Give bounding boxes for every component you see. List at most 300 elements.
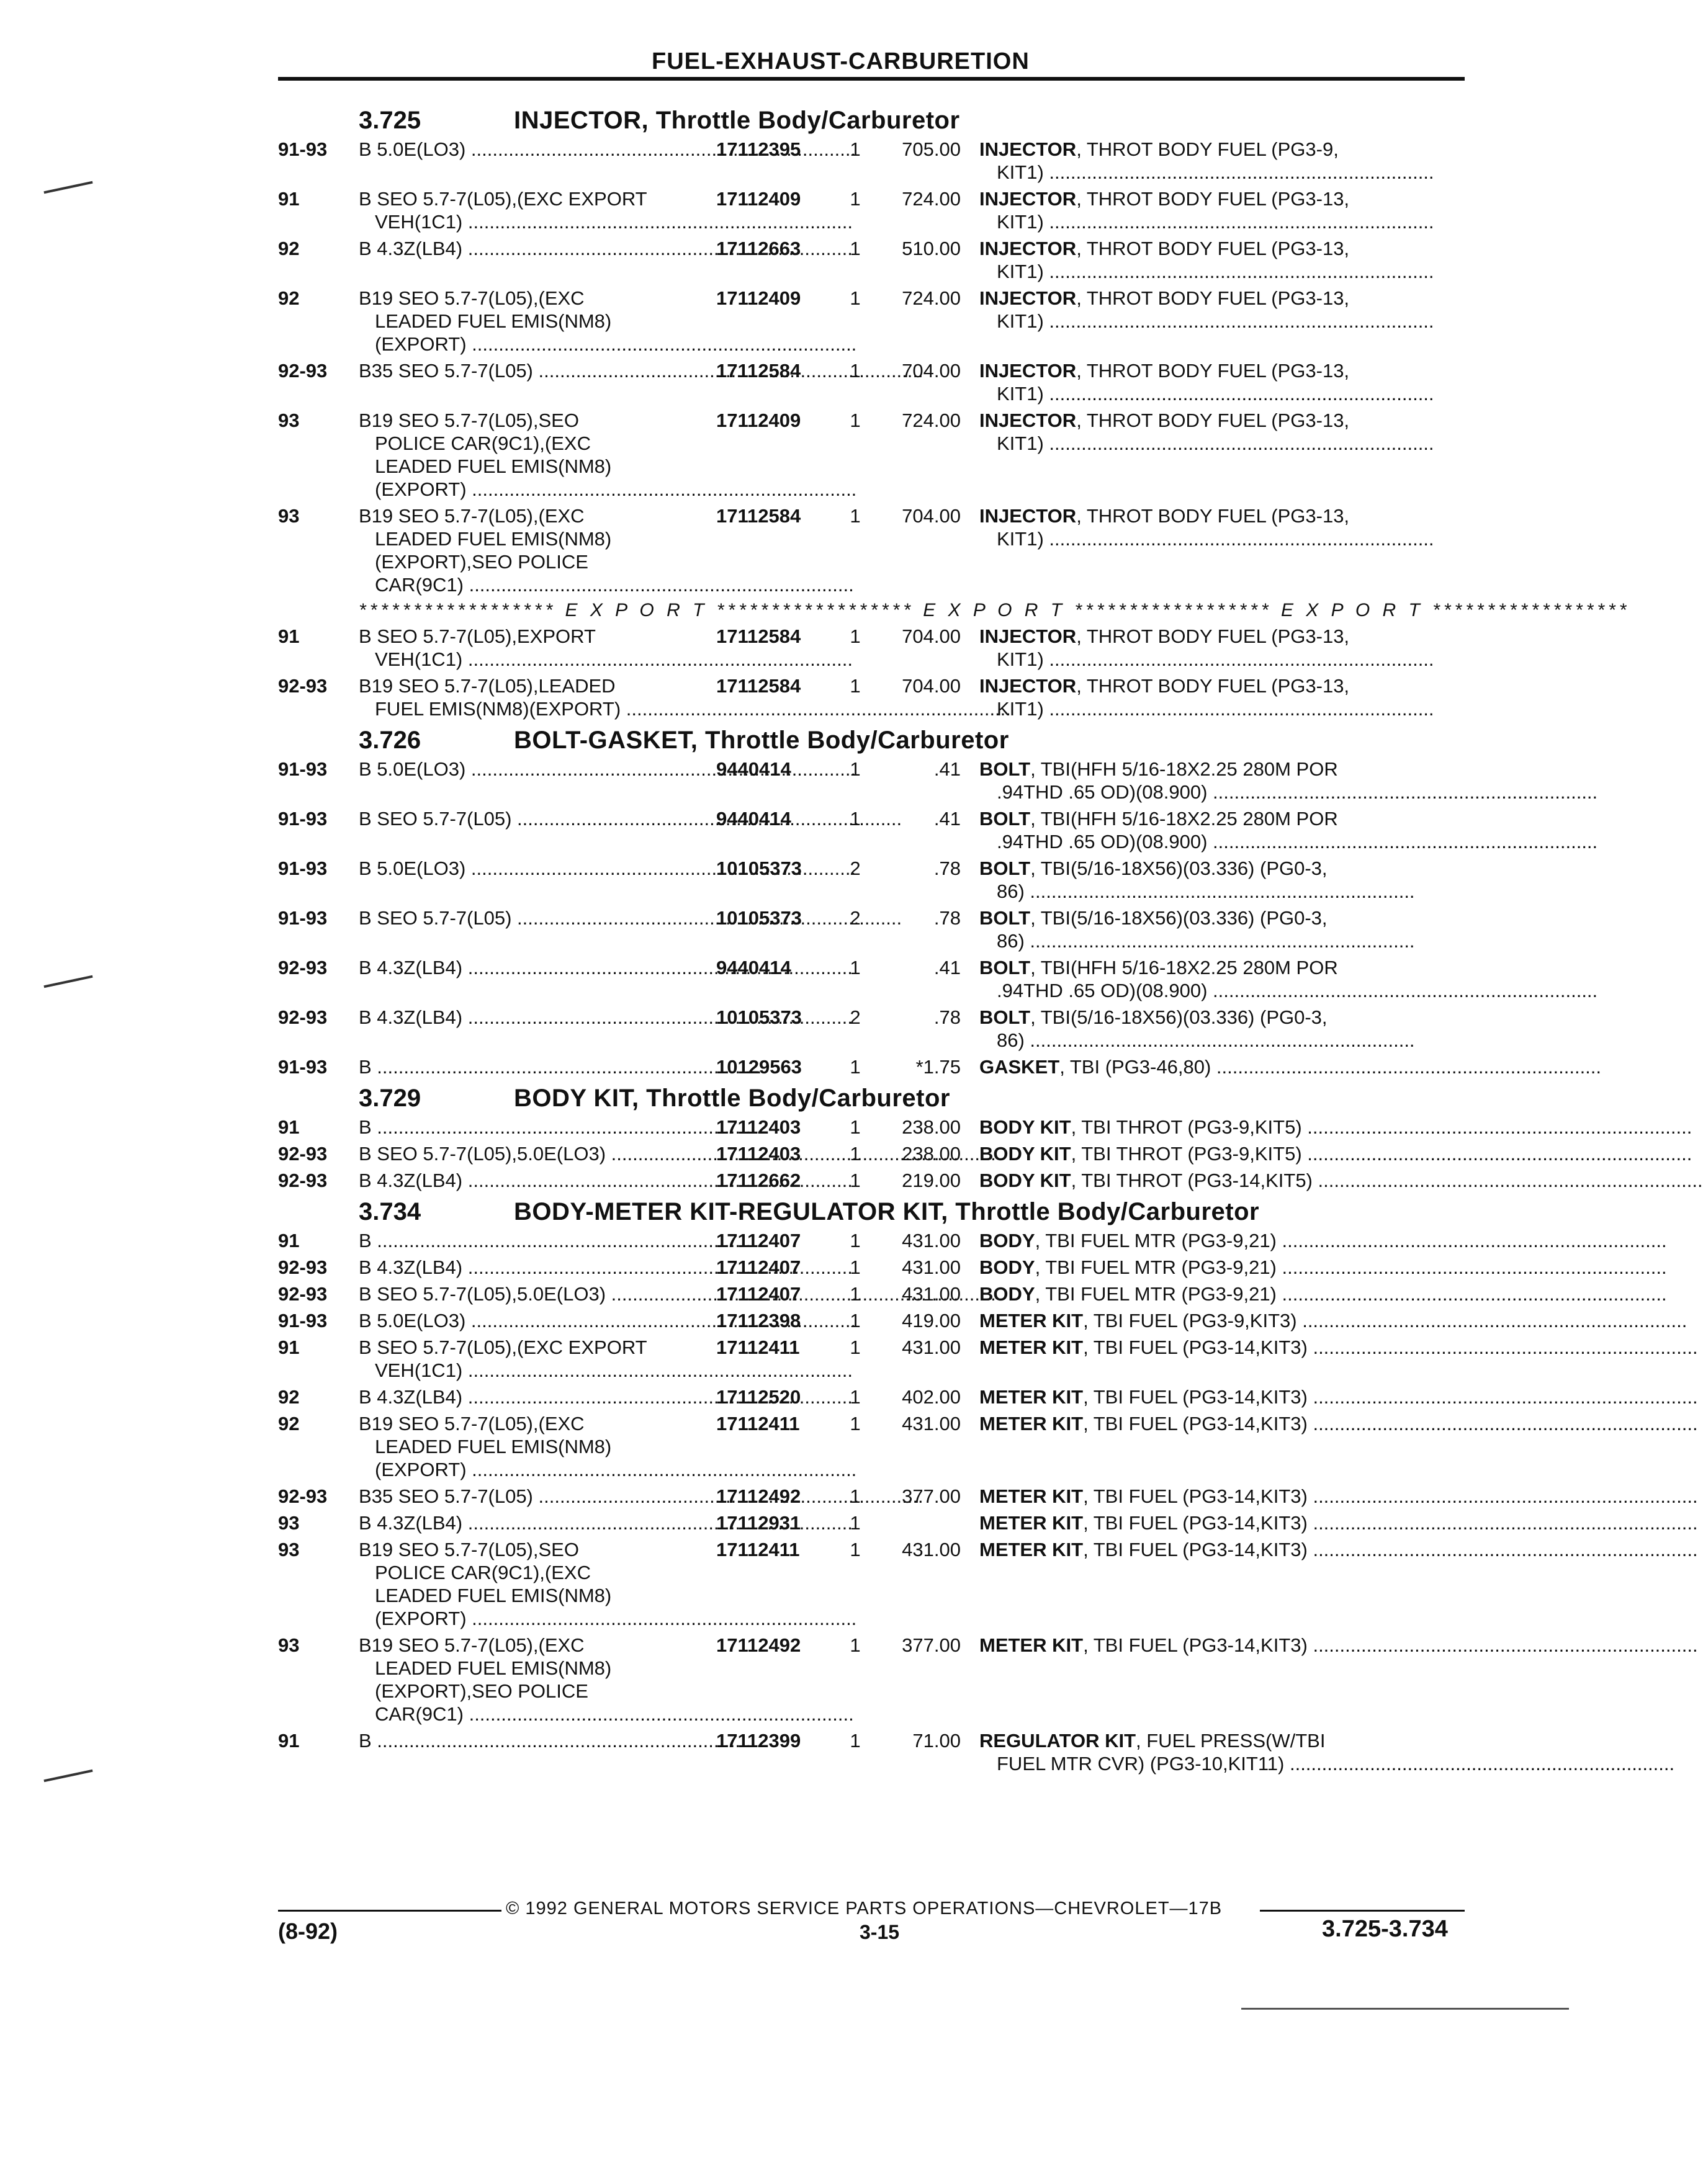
description-detail: , THROT BODY FUEL (PG3-13, — [1076, 625, 1350, 647]
description-name: INJECTOR — [979, 675, 1077, 697]
application-line: B19 SEO 5.7-7(L05),LEADED — [359, 675, 616, 697]
quantity: 2 — [850, 857, 861, 879]
price: 431.00 — [902, 1539, 961, 1560]
description-name: METER KIT — [979, 1485, 1084, 1507]
part-number: 17112492 — [716, 1485, 801, 1507]
application — [359, 504, 712, 596]
description-line — [979, 1116, 1465, 1139]
quantity: 1 — [850, 1283, 861, 1305]
description — [979, 807, 1465, 853]
application-line: B ..... — [359, 1229, 712, 1252]
description-line — [979, 287, 1465, 310]
application-line: CAR(9C1) ..... — [359, 573, 712, 596]
description — [979, 625, 1465, 671]
description-line — [979, 1385, 1465, 1408]
model-years: 91-93 — [278, 758, 328, 780]
application — [359, 758, 712, 803]
page-header: FUEL-EXHAUST-CARBURETION — [652, 48, 1030, 74]
description — [979, 1485, 1465, 1508]
part-number: 17112407 — [716, 1283, 801, 1305]
description-detail: , THROT BODY FUEL (PG3-13, — [1076, 360, 1350, 382]
quantity: 1 — [850, 360, 861, 382]
description — [979, 1256, 1465, 1279]
description-line — [979, 1729, 1465, 1752]
description-line — [979, 625, 1465, 648]
quantity: 1 — [850, 1512, 861, 1534]
application — [359, 359, 712, 405]
description-line — [979, 906, 1465, 929]
application — [359, 1538, 712, 1630]
section-heading — [278, 724, 1465, 756]
description — [979, 138, 1465, 184]
part-number: 10105373 — [716, 1006, 802, 1028]
description-continued: FUEL MTR CVR) (PG3-10,KIT11) ..... — [979, 1752, 1465, 1775]
application-line: B 4.3Z(LB4) ..... — [359, 237, 712, 260]
description-detail: , TBI(5/16-18X56)(03.336) (PG0-3, — [1030, 907, 1328, 929]
application — [359, 674, 712, 720]
application — [359, 1511, 712, 1534]
model-years: 91 — [278, 1230, 300, 1251]
model-years: 92 — [278, 238, 300, 259]
application-line: CAR(9C1) ..... — [359, 1703, 712, 1725]
description-line — [979, 1142, 1465, 1165]
application-line: VEH(1C1) ..... — [359, 648, 712, 671]
model-years: 92-93 — [278, 1006, 328, 1028]
part-number: 17112399 — [716, 1730, 801, 1752]
part-number: 17112411 — [716, 1336, 800, 1358]
application — [359, 956, 712, 1002]
model-years: 92-93 — [278, 957, 328, 978]
price: .78 — [933, 857, 961, 879]
description-name: INJECTOR — [979, 188, 1077, 210]
application-line: (EXPORT) ..... — [359, 1458, 712, 1481]
application-line: B 4.3Z(LB4) ..... — [359, 1385, 712, 1408]
price: 704.00 — [902, 625, 961, 647]
revision-date: (8-92) — [278, 1918, 338, 1944]
description-name: GASKET — [979, 1056, 1060, 1078]
model-years: 91-93 — [278, 907, 328, 929]
description-name: METER KIT — [979, 1310, 1084, 1331]
description-detail: , TBI THROT (PG3-9,KIT5) — [1071, 1143, 1302, 1165]
description-detail: , TBI THROT (PG3-9,KIT5) — [1071, 1116, 1302, 1138]
description-continued: .94THD .65 OD)(08.900) ..... — [979, 781, 1465, 803]
application-line: B 5.0E(LO3) ..... — [359, 758, 712, 781]
description-name: INJECTOR — [979, 360, 1077, 382]
description — [979, 1309, 1465, 1332]
quantity: 1 — [850, 1256, 861, 1278]
quantity: 1 — [850, 625, 861, 647]
copyright-line: © 1992 GENERAL MOTORS SERVICE PARTS OPERATIONS—CHEVROLET—17B — [506, 1899, 1223, 1918]
part-number: 17112409 — [716, 287, 801, 309]
description-line — [979, 1169, 1465, 1192]
section-number: 3.725 — [359, 106, 421, 134]
model-years: 91-93 — [278, 138, 328, 160]
description-detail: , TBI FUEL (PG3-14,KIT3) — [1083, 1336, 1308, 1358]
application — [359, 1309, 712, 1332]
part-number: 17112411 — [716, 1413, 800, 1434]
part-row — [278, 1729, 1465, 1775]
part-number: 17112403 — [716, 1143, 801, 1165]
part-row — [278, 1538, 1465, 1630]
quantity: 1 — [850, 287, 861, 309]
model-years: 91 — [278, 1730, 300, 1752]
part-row — [278, 1142, 1465, 1165]
section-number: 3.729 — [359, 1084, 421, 1112]
part-row — [278, 1169, 1465, 1192]
part-row — [278, 906, 1465, 952]
application-line: B SEO 5.7-7(L05),5.0E(LO3) ..... — [359, 1282, 712, 1305]
part-number: 17112407 — [716, 1256, 801, 1278]
price: 419.00 — [902, 1310, 961, 1331]
model-years: 92-93 — [278, 1485, 328, 1507]
quantity: 1 — [850, 1230, 861, 1251]
description-name: METER KIT — [979, 1539, 1084, 1560]
description-line — [979, 1309, 1465, 1332]
section-title: INJECTOR, Throttle Body/Carburetor — [514, 106, 960, 134]
description-name: BODY — [979, 1230, 1035, 1251]
description-line — [979, 1634, 1465, 1657]
application-line: LEADED FUEL EMIS(NM8) — [375, 1657, 612, 1679]
part-row — [278, 187, 1465, 233]
application-line: B 5.0E(LO3) ..... — [359, 138, 712, 161]
description-name: BOLT — [979, 1006, 1031, 1028]
description-name: METER KIT — [979, 1413, 1084, 1434]
description-detail: , TBI (PG3-46,80) — [1059, 1056, 1211, 1078]
description-line — [979, 187, 1465, 210]
quantity: 2 — [850, 1006, 861, 1028]
application-line: B 4.3Z(LB4) ..... — [359, 1256, 712, 1279]
description-detail: , TBI(HFH 5/16-18X2.25 280M POR — [1030, 758, 1338, 780]
model-years: 92-93 — [278, 675, 328, 697]
application-line: B19 SEO 5.7-7(L05),(EXC — [359, 1634, 585, 1656]
model-years: 92-93 — [278, 360, 328, 382]
quantity: 1 — [850, 957, 861, 978]
model-years: 93 — [278, 1539, 300, 1560]
description-name: BOLT — [979, 907, 1031, 929]
application-line: B19 SEO 5.7-7(L05),(EXC — [359, 1413, 585, 1434]
part-row — [278, 359, 1465, 405]
quantity: 1 — [850, 758, 861, 780]
description — [979, 1511, 1465, 1534]
application-line: B ..... — [359, 1729, 712, 1752]
model-years: 93 — [278, 1634, 300, 1656]
description-line — [979, 1538, 1465, 1561]
description-line — [979, 1006, 1465, 1029]
quantity: 1 — [850, 1336, 861, 1358]
description-line — [979, 1055, 1465, 1078]
description-continued: KIT1) ..... — [979, 382, 1465, 405]
part-number: 10105373 — [716, 857, 802, 879]
price: 431.00 — [902, 1230, 961, 1251]
description — [979, 1142, 1465, 1165]
application-line: B19 SEO 5.7-7(L05),(EXC — [359, 505, 585, 527]
application — [359, 1336, 712, 1382]
application-line: VEH(1C1) ..... — [359, 210, 712, 233]
description — [979, 1282, 1465, 1305]
application-line: (EXPORT) ..... — [359, 333, 712, 356]
price: .41 — [933, 957, 961, 978]
application-line: B 4.3Z(LB4) ..... — [359, 1006, 712, 1029]
description-line — [979, 359, 1465, 382]
part-number: 17112407 — [716, 1230, 801, 1251]
part-row — [278, 1256, 1465, 1279]
application — [359, 287, 712, 356]
part-number: 9440414 — [716, 808, 791, 830]
description — [979, 237, 1465, 283]
description-detail: , TBI FUEL (PG3-14,KIT3) — [1083, 1413, 1308, 1434]
description-name: METER KIT — [979, 1512, 1084, 1534]
description-continued: 86) ..... — [979, 880, 1465, 903]
model-years: 92-93 — [278, 1283, 328, 1305]
description-continued: 86) ..... — [979, 929, 1465, 952]
punch-mark — [43, 181, 92, 194]
price: 705.00 — [902, 138, 961, 160]
description-line — [979, 138, 1465, 161]
description-detail: , TBI FUEL (PG3-9,KIT3) — [1083, 1310, 1297, 1331]
description-name: BOLT — [979, 957, 1031, 978]
description — [979, 287, 1465, 356]
price: .78 — [933, 907, 961, 929]
application-line: LEADED FUEL EMIS(NM8) — [375, 528, 612, 550]
part-row — [278, 674, 1465, 720]
description-detail: , TBI FUEL (PG3-14,KIT3) — [1083, 1386, 1308, 1408]
quantity: 1 — [850, 1056, 861, 1078]
application-line: LEADED FUEL EMIS(NM8) — [375, 310, 612, 332]
application — [359, 1385, 712, 1408]
description-line — [979, 409, 1465, 432]
application — [359, 1229, 712, 1252]
part-row — [278, 758, 1465, 803]
application-line: B ..... — [359, 1116, 712, 1139]
description-detail: , TBI FUEL (PG3-14,KIT3) — [1083, 1512, 1308, 1534]
price: 431.00 — [902, 1336, 961, 1358]
application-line: B SEO 5.7-7(L05),(EXC EXPORT — [359, 1336, 647, 1358]
price: 377.00 — [902, 1485, 961, 1507]
part-number: 10129563 — [716, 1056, 802, 1078]
part-row — [278, 1229, 1465, 1252]
description-line — [979, 237, 1465, 260]
application-line: LEADED FUEL EMIS(NM8) — [375, 1436, 612, 1457]
description-name: INJECTOR — [979, 505, 1077, 527]
application-line: B 4.3Z(LB4) ..... — [359, 1169, 712, 1192]
price: 402.00 — [902, 1386, 961, 1408]
part-number: 17112662 — [716, 1170, 801, 1191]
part-row — [278, 287, 1465, 356]
application-line: POLICE CAR(9C1),(EXC — [375, 432, 591, 454]
description-continued: KIT1) ..... — [979, 210, 1465, 233]
description — [979, 1006, 1465, 1052]
description-line — [979, 1282, 1465, 1305]
quantity: 2 — [850, 907, 861, 929]
page-number: 3-15 — [860, 1921, 900, 1943]
description-continued: .94THD .65 OD)(08.900) ..... — [979, 979, 1465, 1002]
section-range: 3.725-3.734 — [1322, 1916, 1448, 1942]
header-rule — [278, 77, 1465, 81]
description-name: BODY — [979, 1283, 1035, 1305]
application-line: (EXPORT) ..... — [359, 478, 712, 501]
part-row — [278, 1006, 1465, 1052]
model-years: 93 — [278, 1512, 300, 1534]
model-years: 91-93 — [278, 1310, 328, 1331]
part-row — [278, 625, 1465, 671]
description-detail: , TBI(HFH 5/16-18X2.25 280M POR — [1030, 957, 1338, 978]
description-detail: , TBI FUEL (PG3-14,KIT3) — [1083, 1634, 1308, 1656]
description-name: BODY — [979, 1256, 1035, 1278]
part-row — [278, 409, 1465, 501]
footer-rule-right — [1260, 1910, 1465, 1912]
part-row — [278, 956, 1465, 1002]
part-row — [278, 138, 1465, 184]
description-continued: KIT1) ..... — [979, 260, 1465, 283]
application-line: (EXPORT),SEO POLICE — [375, 551, 588, 573]
description-name: METER KIT — [979, 1336, 1084, 1358]
quantity: 1 — [850, 675, 861, 697]
application-line: LEADED FUEL EMIS(NM8) — [375, 455, 612, 477]
model-years: 92-93 — [278, 1170, 328, 1191]
model-years: 92 — [278, 287, 300, 309]
application-line: LEADED FUEL EMIS(NM8) — [375, 1585, 612, 1606]
part-number: 17112411 — [716, 1539, 800, 1560]
description-name: BODY KIT — [979, 1116, 1071, 1138]
price: 704.00 — [902, 360, 961, 382]
description-detail: , TBI(5/16-18X56)(03.336) (PG0-3, — [1030, 1006, 1328, 1028]
price: 704.00 — [902, 505, 961, 527]
footer-rule-left — [278, 1910, 501, 1912]
description-detail: , THROT BODY FUEL (PG3-13, — [1076, 675, 1350, 697]
description-name: BOLT — [979, 808, 1031, 830]
description-line — [979, 504, 1465, 527]
price: .41 — [933, 808, 961, 830]
application — [359, 409, 712, 501]
model-years: 91-93 — [278, 808, 328, 830]
price: 431.00 — [902, 1256, 961, 1278]
quantity: 1 — [850, 1310, 861, 1331]
description-line — [979, 956, 1465, 979]
application-line: B35 SEO 5.7-7(L05) ..... — [359, 1485, 712, 1508]
price: 238.00 — [902, 1116, 961, 1138]
application-line: B SEO 5.7-7(L05) ..... — [359, 807, 712, 830]
part-row — [278, 807, 1465, 853]
section-heading — [278, 104, 1465, 136]
price: 219.00 — [902, 1170, 961, 1191]
part-row — [278, 1309, 1465, 1332]
description-detail: , THROT BODY FUEL (PG3-13, — [1076, 505, 1350, 527]
part-number: 17112584 — [716, 360, 801, 382]
part-row — [278, 1485, 1465, 1508]
model-years: 92-93 — [278, 1256, 328, 1278]
description — [979, 758, 1465, 803]
description-continued: 86) ..... — [979, 1029, 1465, 1052]
description — [979, 857, 1465, 903]
model-years: 91 — [278, 188, 300, 210]
description-detail: , TBI FUEL MTR (PG3-9,21) — [1035, 1230, 1277, 1251]
part-number: 17112398 — [716, 1310, 801, 1331]
description — [979, 1729, 1465, 1775]
description-name: METER KIT — [979, 1634, 1084, 1656]
price: 724.00 — [902, 287, 961, 309]
description-detail: , TBI THROT (PG3-14,KIT5) — [1071, 1170, 1313, 1191]
application — [359, 906, 712, 952]
application — [359, 1006, 712, 1052]
section-title: BOLT-GASKET, Throttle Body/Carburetor — [514, 726, 1009, 754]
application-line: B19 SEO 5.7-7(L05),SEO — [359, 410, 579, 431]
section-title: BODY-METER KIT-REGULATOR KIT, Throttle Body/Carburetor — [514, 1197, 1260, 1225]
description — [979, 1336, 1465, 1382]
application-line: B SEO 5.7-7(L05),(EXC EXPORT — [359, 188, 647, 210]
part-number: 9440414 — [716, 957, 791, 978]
description-line — [979, 857, 1465, 880]
description — [979, 1538, 1465, 1630]
quantity: 1 — [850, 238, 861, 259]
part-row — [278, 1634, 1465, 1725]
application-line: VEH(1C1) ..... — [359, 1359, 712, 1382]
description — [979, 674, 1465, 720]
price: 704.00 — [902, 675, 961, 697]
description — [979, 1116, 1465, 1139]
model-years: 91-93 — [278, 857, 328, 879]
application-line: B19 SEO 5.7-7(L05),(EXC — [359, 287, 585, 309]
part-number: 17112492 — [716, 1634, 801, 1656]
quantity: 1 — [850, 808, 861, 830]
description — [979, 1169, 1465, 1192]
application — [359, 1729, 712, 1775]
application-line: B SEO 5.7-7(L05),EXPORT — [359, 625, 596, 647]
description-detail: , TBI(HFH 5/16-18X2.25 280M POR — [1030, 808, 1338, 830]
part-number: 17112584 — [716, 625, 801, 647]
description-name: BODY KIT — [979, 1170, 1071, 1191]
quantity: 1 — [850, 1539, 861, 1560]
section-number: 3.734 — [359, 1197, 421, 1225]
part-row — [278, 857, 1465, 903]
part-number: 10105373 — [716, 907, 802, 929]
application — [359, 1282, 712, 1305]
description-continued: KIT1) ..... — [979, 432, 1465, 455]
description — [979, 1634, 1465, 1725]
description-continued: .94THD .65 OD)(08.900) ..... — [979, 830, 1465, 853]
part-row — [278, 1055, 1465, 1078]
description-name: INJECTOR — [979, 138, 1077, 160]
description — [979, 1229, 1465, 1252]
description-detail: , THROT BODY FUEL (PG3-13, — [1076, 287, 1350, 309]
description-continued: KIT1) ..... — [979, 527, 1465, 550]
application — [359, 1485, 712, 1508]
punch-mark — [43, 975, 92, 988]
application — [359, 807, 712, 853]
price: 377.00 — [902, 1634, 961, 1656]
model-years: 92 — [278, 1413, 300, 1434]
application — [359, 1116, 712, 1139]
description-detail: , TBI FUEL (PG3-14,KIT3) — [1083, 1539, 1308, 1560]
application — [359, 187, 712, 233]
price: 431.00 — [902, 1413, 961, 1434]
price: 724.00 — [902, 410, 961, 431]
description-continued: KIT1) ..... — [979, 697, 1465, 720]
part-row — [278, 1385, 1465, 1408]
model-years: 93 — [278, 410, 300, 431]
punch-mark — [43, 1770, 92, 1783]
model-years: 92-93 — [278, 1143, 328, 1165]
description-continued: KIT1) ..... — [979, 648, 1465, 671]
description — [979, 187, 1465, 233]
part-row — [278, 1336, 1465, 1382]
section-heading — [278, 1196, 1465, 1228]
description — [979, 1055, 1465, 1078]
part-number: 9440414 — [716, 758, 791, 780]
description-detail: , TBI FUEL (PG3-14,KIT3) — [1083, 1485, 1308, 1507]
section-number: 3.726 — [359, 726, 421, 754]
application — [359, 138, 712, 184]
application — [359, 1256, 712, 1279]
